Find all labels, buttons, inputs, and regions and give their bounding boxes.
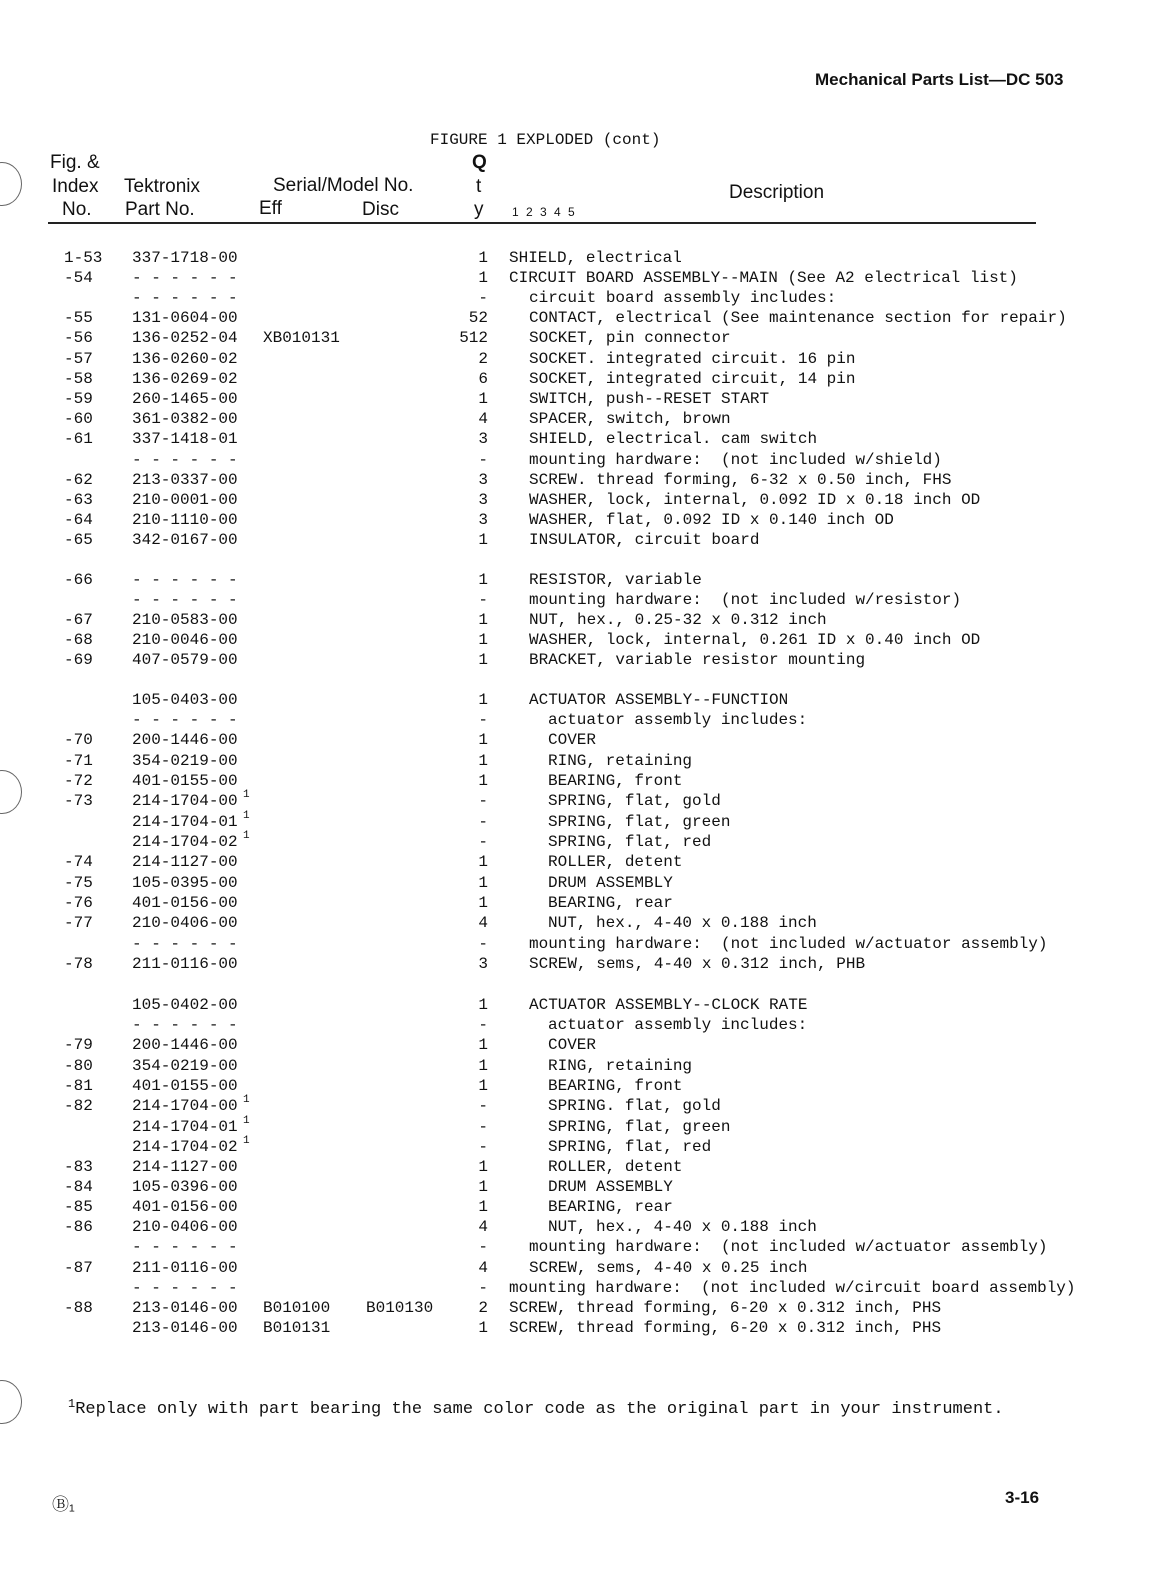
fig-index-cell: -86 xyxy=(64,1218,93,1236)
part-number-cell: 210-1110-00 xyxy=(132,511,238,529)
part-number-cell: 131-0604-00 xyxy=(132,309,238,327)
table-row xyxy=(0,710,1171,730)
quantity-cell: 2 xyxy=(478,1299,488,1317)
quantity-cell: 1 xyxy=(478,853,488,871)
description-cell: ROLLER, detent xyxy=(548,1158,683,1176)
description-cell: RESISTOR, variable xyxy=(529,571,702,589)
description-cell: NUT, hex., 4-40 x 0.188 inch xyxy=(548,914,817,932)
description-cell: COVER xyxy=(548,1036,597,1054)
part-number-cell: 210-0583-00 xyxy=(132,611,238,629)
description-cell: mounting hardware: (not included w/actuator assembly) xyxy=(529,935,1048,953)
header-fig-index-1: Fig. & xyxy=(50,152,100,173)
table-row xyxy=(0,913,1171,933)
part-number-cell: 337-1718-00 xyxy=(132,249,238,267)
part-number-cell: - - - - - - xyxy=(132,269,238,287)
part-number-cell: 401-0155-00 xyxy=(132,772,238,790)
fig-index-cell: -54 xyxy=(64,269,93,287)
table-row xyxy=(0,934,1171,954)
part-number-cell: 210-0046-00 xyxy=(132,631,238,649)
part-number-cell: 200-1446-00 xyxy=(132,1036,238,1054)
description-cell: CONTACT, electrical (See maintenance section for repair) xyxy=(529,309,1067,327)
table-row xyxy=(0,1298,1171,1318)
header-part-2: Part No. xyxy=(125,199,195,220)
part-number-cell: 337-1418-01 xyxy=(132,430,238,448)
quantity-cell: 4 xyxy=(478,1218,488,1236)
description-cell: COVER xyxy=(548,731,597,749)
quantity-cell: 1 xyxy=(478,249,488,267)
fig-index-cell: -56 xyxy=(64,329,93,347)
header-qty-t: t xyxy=(476,176,482,197)
quantity-cell: 3 xyxy=(478,511,488,529)
quantity-cell: - xyxy=(478,1238,488,1256)
footnote-ref: 1 xyxy=(243,1094,250,1106)
part-number-cell: 214-1704-00 xyxy=(132,1097,238,1115)
fig-index-cell: -85 xyxy=(64,1198,93,1216)
fig-index-cell: 1-53 xyxy=(64,249,103,267)
quantity-cell: 3 xyxy=(478,471,488,489)
fig-index-cell: -77 xyxy=(64,914,93,932)
quantity-cell: 1 xyxy=(478,611,488,629)
table-row xyxy=(0,369,1171,389)
quantity-cell: 1 xyxy=(478,874,488,892)
fig-index-cell: -65 xyxy=(64,531,93,549)
quantity-cell: - xyxy=(478,711,488,729)
fig-index-cell: -59 xyxy=(64,390,93,408)
table-row xyxy=(0,248,1171,268)
fig-index-cell: -62 xyxy=(64,471,93,489)
fig-index-cell: -74 xyxy=(64,853,93,871)
description-cell: DRUM ASSEMBLY xyxy=(548,1178,673,1196)
part-number-cell: 361-0382-00 xyxy=(132,410,238,428)
description-cell: SPRING, flat, red xyxy=(548,1138,712,1156)
description-cell: ACTUATOR ASSEMBLY--FUNCTION xyxy=(529,691,789,709)
part-number-cell: 105-0402-00 xyxy=(132,996,238,1014)
part-number-cell: 210-0001-00 xyxy=(132,491,238,509)
header-indent-levels: 1 2 3 4 5 xyxy=(512,205,577,219)
fig-index-cell: -84 xyxy=(64,1178,93,1196)
table-row xyxy=(0,832,1171,852)
part-number-cell: 401-0156-00 xyxy=(132,894,238,912)
part-number-cell: 214-1704-02 xyxy=(132,1138,238,1156)
table-row xyxy=(0,268,1171,288)
part-number-cell: - - - - - - xyxy=(132,1016,238,1034)
quantity-cell: 1 xyxy=(478,1198,488,1216)
part-number-cell: 214-1704-01 xyxy=(132,813,238,831)
description-cell: SPRING, flat, gold xyxy=(548,792,721,810)
fig-index-cell: -88 xyxy=(64,1299,93,1317)
quantity-cell: 1 xyxy=(478,894,488,912)
quantity-cell: 1 xyxy=(478,1036,488,1054)
description-cell: circuit board assembly includes: xyxy=(529,289,837,307)
serial-eff-cell: B010131 xyxy=(263,1319,331,1337)
quantity-cell: - xyxy=(478,935,488,953)
part-number-cell: - - - - - - xyxy=(132,591,238,609)
header-eff: Eff xyxy=(259,198,282,219)
footnote-ref: 1 xyxy=(243,1135,250,1147)
table-row xyxy=(0,812,1171,832)
revision-mark: Ⓑ₁ xyxy=(52,1495,75,1514)
header-part-1: Tektronix xyxy=(124,176,201,197)
fig-index-cell: -79 xyxy=(64,1036,93,1054)
table-row xyxy=(0,288,1171,308)
quantity-cell: - xyxy=(478,1016,488,1034)
header-fig-index-2: Index xyxy=(52,176,99,197)
table-row xyxy=(0,429,1171,449)
description-cell: BEARING, rear xyxy=(548,894,673,912)
quantity-cell: 1 xyxy=(478,996,488,1014)
table-row xyxy=(0,630,1171,650)
table-row xyxy=(0,1096,1171,1116)
fig-index-cell: -64 xyxy=(64,511,93,529)
header-disc: Disc xyxy=(362,199,399,220)
footnote-ref: 1 xyxy=(243,789,250,801)
fig-index-cell: -58 xyxy=(64,370,93,388)
table-row xyxy=(0,610,1171,630)
part-number-cell: - - - - - - xyxy=(132,711,238,729)
fig-index-cell: -87 xyxy=(64,1259,93,1277)
description-cell: NUT, hex., 0.25-32 x 0.312 inch xyxy=(529,611,827,629)
header-qty-y: y xyxy=(474,199,484,220)
fig-index-cell: -82 xyxy=(64,1097,93,1115)
description-cell: WASHER, lock, internal, 0.092 ID x 0.18 inch OD xyxy=(529,491,981,509)
header-fig-index-3: No. xyxy=(62,199,92,220)
description-cell: RING, retaining xyxy=(548,1057,693,1075)
quantity-cell: - xyxy=(478,792,488,810)
binder-hole-bottom xyxy=(0,1380,22,1424)
table-row xyxy=(0,490,1171,510)
part-number-cell: 260-1465-00 xyxy=(132,390,238,408)
table-row xyxy=(0,1318,1171,1338)
table-row xyxy=(0,771,1171,791)
quantity-cell: - xyxy=(478,289,488,307)
description-cell: WASHER, lock, internal, 0.261 ID x 0.40 inch OD xyxy=(529,631,981,649)
quantity-cell: 4 xyxy=(478,914,488,932)
part-number-cell: 354-0219-00 xyxy=(132,1057,238,1075)
part-number-cell: 354-0219-00 xyxy=(132,752,238,770)
fig-index-cell: -81 xyxy=(64,1077,93,1095)
fig-index-cell: -67 xyxy=(64,611,93,629)
binder-hole-top xyxy=(0,162,22,206)
part-number-cell: 213-0337-00 xyxy=(132,471,238,489)
quantity-cell: 1 xyxy=(478,531,488,549)
fig-index-cell: -68 xyxy=(64,631,93,649)
part-number-cell: 211-0116-00 xyxy=(132,1259,238,1277)
table-row xyxy=(0,530,1171,550)
table-row xyxy=(0,1258,1171,1278)
fig-index-cell: -76 xyxy=(64,894,93,912)
description-cell: mounting hardware: (not included w/actuator assembly) xyxy=(529,1238,1048,1256)
description-cell: SPRING, flat, green xyxy=(548,813,731,831)
table-row xyxy=(0,1237,1171,1257)
footnote-ref: 1 xyxy=(243,810,250,822)
part-number-cell: 401-0156-00 xyxy=(132,1198,238,1216)
description-cell: SCREW. thread forming, 6-32 x 0.50 inch, FHS xyxy=(529,471,952,489)
quantity-cell: - xyxy=(478,1138,488,1156)
fig-index-cell: -71 xyxy=(64,752,93,770)
table-row xyxy=(0,751,1171,771)
description-cell: SOCKET, pin connector xyxy=(529,329,731,347)
table-row xyxy=(0,409,1171,429)
fig-index-cell: -63 xyxy=(64,491,93,509)
description-cell: SHIELD, electrical. cam switch xyxy=(529,430,818,448)
part-number-cell: 214-1704-00 xyxy=(132,792,238,810)
table-row xyxy=(0,1157,1171,1177)
part-number-cell: 214-1704-01 xyxy=(132,1118,238,1136)
part-number-cell: 342-0167-00 xyxy=(132,531,238,549)
table-row xyxy=(0,1015,1171,1035)
fig-index-cell: -75 xyxy=(64,874,93,892)
table-row xyxy=(0,1177,1171,1197)
description-cell: BEARING, rear xyxy=(548,1198,673,1216)
quantity-cell: 1 xyxy=(478,772,488,790)
part-number-cell: 401-0155-00 xyxy=(132,1077,238,1095)
table-row xyxy=(0,730,1171,750)
description-cell: NUT, hex., 4-40 x 0.188 inch xyxy=(548,1218,817,1236)
header-description: Description xyxy=(729,182,825,203)
footnote-ref: 1 xyxy=(243,830,250,842)
table-row xyxy=(0,470,1171,490)
table-row xyxy=(0,893,1171,913)
quantity-cell: 6 xyxy=(478,370,488,388)
serial-disc-cell: B010130 xyxy=(366,1299,434,1317)
part-number-cell: - - - - - - xyxy=(132,289,238,307)
table-row xyxy=(0,1278,1171,1298)
quantity-cell: 1 xyxy=(478,691,488,709)
serial-eff-cell: XB010131 xyxy=(263,329,340,347)
description-cell: SWITCH, push--RESET START xyxy=(529,390,770,408)
description-cell: SPRING, flat, green xyxy=(548,1118,731,1136)
description-cell: SPRING, flat, red xyxy=(548,833,712,851)
part-number-cell: 213-0146-00 xyxy=(132,1319,238,1337)
figure-title: FIGURE 1 EXPLODED (cont) xyxy=(430,131,661,149)
description-cell: BRACKET, variable resistor mounting xyxy=(529,651,866,669)
fig-index-cell: -83 xyxy=(64,1158,93,1176)
table-row xyxy=(0,873,1171,893)
header-qty-q: Q xyxy=(472,152,487,173)
table-row xyxy=(0,791,1171,811)
part-number-cell: 136-0260-02 xyxy=(132,350,238,368)
quantity-cell: - xyxy=(478,833,488,851)
table-row xyxy=(0,570,1171,590)
fig-index-cell: -80 xyxy=(64,1057,93,1075)
part-number-cell: 200-1446-00 xyxy=(132,731,238,749)
part-number-cell: - - - - - - xyxy=(132,451,238,469)
description-cell: SOCKET, integrated circuit, 14 pin xyxy=(529,370,856,388)
description-cell: SOCKET. integrated circuit. 16 pin xyxy=(529,350,856,368)
fig-index-cell: -61 xyxy=(64,430,93,448)
quantity-cell: 1 xyxy=(478,1178,488,1196)
description-cell: SHIELD, electrical xyxy=(509,249,682,267)
quantity-cell: 3 xyxy=(478,430,488,448)
quantity-cell: 512 xyxy=(459,329,488,347)
table-row xyxy=(0,954,1171,974)
table-row xyxy=(0,1137,1171,1157)
description-cell: BEARING, front xyxy=(548,1077,683,1095)
footnote-mark: 1 xyxy=(68,1397,76,1411)
part-number-cell: 214-1127-00 xyxy=(132,853,238,871)
description-cell: SPACER, switch, brown xyxy=(529,410,731,428)
serial-eff-cell: B010100 xyxy=(263,1299,331,1317)
part-number-cell: - - - - - - xyxy=(132,1238,238,1256)
fig-index-cell: -55 xyxy=(64,309,93,327)
page-number: 3-16 xyxy=(1005,1488,1040,1507)
table-row xyxy=(0,995,1171,1015)
part-number-cell: 214-1127-00 xyxy=(132,1158,238,1176)
fig-index-cell: -69 xyxy=(64,651,93,669)
description-cell: SCREW, thread forming, 6-20 x 0.312 inch, PHS xyxy=(509,1299,942,1317)
description-cell: SPRING. flat, gold xyxy=(548,1097,721,1115)
quantity-cell: 1 xyxy=(478,651,488,669)
quantity-cell: 1 xyxy=(478,752,488,770)
table-row xyxy=(0,650,1171,670)
part-number-cell: 210-0406-00 xyxy=(132,914,238,932)
part-number-cell: - - - - - - xyxy=(132,935,238,953)
quantity-cell: 1 xyxy=(478,269,488,287)
quantity-cell: - xyxy=(478,1097,488,1115)
table-row xyxy=(0,1035,1171,1055)
header-serial: Serial/Model No. xyxy=(273,175,414,196)
quantity-cell: - xyxy=(478,1279,488,1297)
description-cell: ROLLER, detent xyxy=(548,853,683,871)
fig-index-cell: -72 xyxy=(64,772,93,790)
part-number-cell: 211-0116-00 xyxy=(132,955,238,973)
description-cell: BEARING, front xyxy=(548,772,683,790)
quantity-cell: 3 xyxy=(478,491,488,509)
description-cell: actuator assembly includes: xyxy=(548,1016,808,1034)
description-cell: mounting hardware: (not included w/circuit board assembly) xyxy=(509,1279,1076,1297)
description-cell: CIRCUIT BOARD ASSEMBLY--MAIN (See A2 electrical list) xyxy=(509,269,1018,287)
description-cell: WASHER, flat, 0.092 ID x 0.140 inch OD xyxy=(529,511,894,529)
part-number-cell: 213-0146-00 xyxy=(132,1299,238,1317)
quantity-cell: - xyxy=(478,451,488,469)
part-number-cell: 210-0406-00 xyxy=(132,1218,238,1236)
description-cell: DRUM ASSEMBLY xyxy=(548,874,673,892)
description-cell: SCREW, sems, 4-40 x 0.25 inch xyxy=(529,1259,808,1277)
table-row xyxy=(0,450,1171,470)
table-row xyxy=(0,1117,1171,1137)
quantity-cell: - xyxy=(478,813,488,831)
quantity-cell: 1 xyxy=(478,731,488,749)
description-cell: actuator assembly includes: xyxy=(548,711,808,729)
quantity-cell: - xyxy=(478,1118,488,1136)
quantity-cell: 1 xyxy=(478,631,488,649)
fig-index-cell: -73 xyxy=(64,792,93,810)
part-number-cell: 407-0579-00 xyxy=(132,651,238,669)
quantity-cell: 1 xyxy=(478,1158,488,1176)
fig-index-cell: -57 xyxy=(64,350,93,368)
part-number-cell: 136-0252-04 xyxy=(132,329,238,347)
table-row xyxy=(0,690,1171,710)
fig-index-cell: -60 xyxy=(64,410,93,428)
quantity-cell: 1 xyxy=(478,571,488,589)
part-number-cell: 136-0269-02 xyxy=(132,370,238,388)
part-number-cell: 105-0403-00 xyxy=(132,691,238,709)
quantity-cell: 2 xyxy=(478,350,488,368)
footnote-text: Replace only with part bearing the same color code as the original part in your instrument. xyxy=(75,1400,1004,1419)
description-cell: SCREW, sems, 4-40 x 0.312 inch, PHB xyxy=(529,955,866,973)
fig-index-cell: -78 xyxy=(64,955,93,973)
part-number-cell: 105-0396-00 xyxy=(132,1178,238,1196)
footnote-ref: 1 xyxy=(243,1115,250,1127)
table-row xyxy=(0,308,1171,328)
description-cell: mounting hardware: (not included w/shield) xyxy=(529,451,942,469)
part-number-cell: 214-1704-02 xyxy=(132,833,238,851)
table-row xyxy=(0,349,1171,369)
footnote xyxy=(68,1397,1004,1419)
description-cell: INSULATOR, circuit board xyxy=(529,531,760,549)
quantity-cell: 3 xyxy=(478,955,488,973)
table-row xyxy=(0,1217,1171,1237)
table-row xyxy=(0,328,1171,348)
part-number-cell: 105-0395-00 xyxy=(132,874,238,892)
table-row xyxy=(0,590,1171,610)
description-cell: SCREW, thread forming, 6-20 x 0.312 inch, PHS xyxy=(509,1319,942,1337)
quantity-cell: 1 xyxy=(478,1319,488,1337)
description-cell: RING, retaining xyxy=(548,752,693,770)
table-row xyxy=(0,1056,1171,1076)
quantity-cell: 52 xyxy=(468,309,488,327)
quantity-cell: 1 xyxy=(478,1077,488,1095)
quantity-cell: 4 xyxy=(478,1259,488,1277)
quantity-cell: 4 xyxy=(478,410,488,428)
header-rule xyxy=(48,222,1036,224)
fig-index-cell: -66 xyxy=(64,571,93,589)
table-row xyxy=(0,1197,1171,1217)
table-row xyxy=(0,852,1171,872)
description-cell: mounting hardware: (not included w/resistor) xyxy=(529,591,962,609)
table-row xyxy=(0,1076,1171,1096)
quantity-cell: - xyxy=(478,591,488,609)
table-row xyxy=(0,510,1171,530)
fig-index-cell: -70 xyxy=(64,731,93,749)
quantity-cell: 1 xyxy=(478,390,488,408)
part-number-cell: - - - - - - xyxy=(132,571,238,589)
part-number-cell: - - - - - - xyxy=(132,1279,238,1297)
quantity-cell: 1 xyxy=(478,1057,488,1075)
page-header: Mechanical Parts List—DC 503 xyxy=(815,70,1064,89)
table-row xyxy=(0,389,1171,409)
description-cell: ACTUATOR ASSEMBLY--CLOCK RATE xyxy=(529,996,808,1014)
